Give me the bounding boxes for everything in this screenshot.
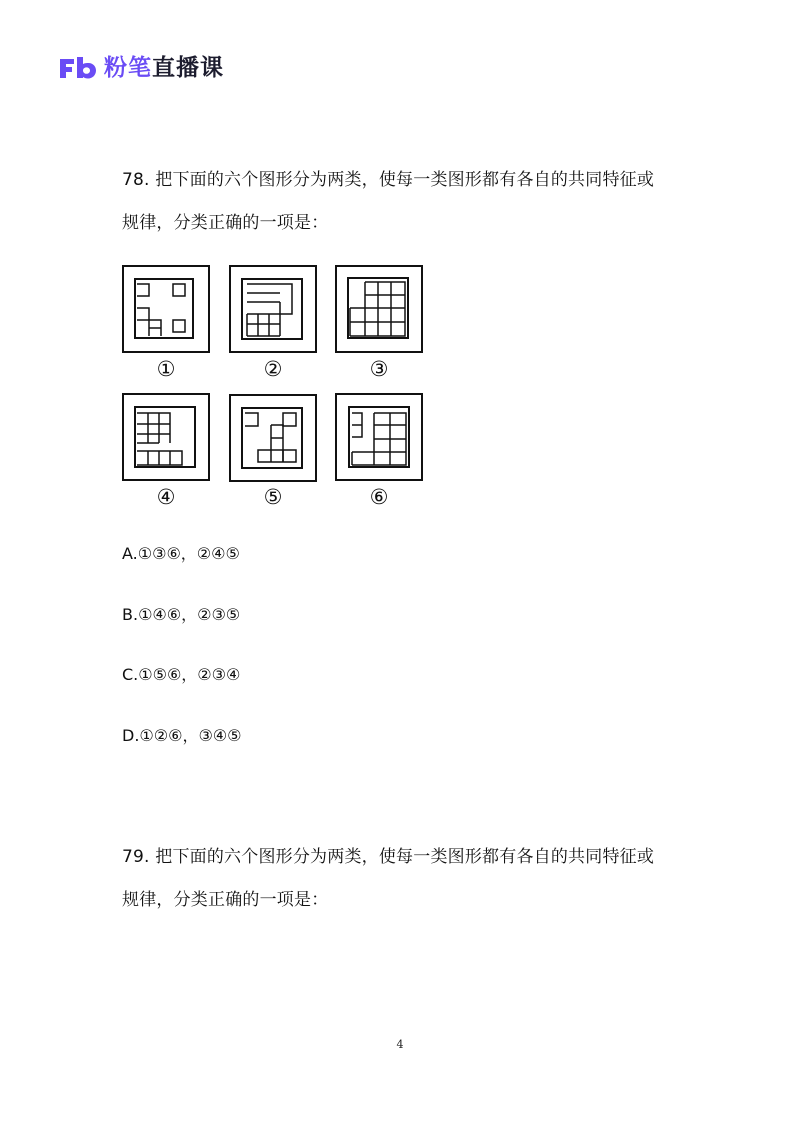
figure-label-4: ④: [156, 485, 176, 509]
figure-label-3: ③: [369, 357, 389, 381]
figure-label-1: ①: [156, 357, 176, 381]
q78-stem-line2: 规律，分类正确的一项是：: [122, 213, 329, 233]
fb-logo-icon: [58, 55, 98, 81]
option-a[interactable]: A.①③⑥，②④⑤: [122, 544, 240, 563]
option-b[interactable]: B.①④⑥，②③⑤: [122, 605, 241, 624]
figure-label-5: ⑤: [263, 485, 283, 509]
brand-name: [104, 52, 224, 84]
option-c[interactable]: C.①⑤⑥，②③④: [122, 665, 241, 684]
figure-5: [230, 395, 316, 481]
figure-1: [123, 266, 209, 352]
q78-figure-grid: [120, 262, 430, 512]
page-number: 4: [396, 1038, 404, 1051]
brand-name-part1: 粉笔: [104, 55, 152, 81]
figure-4: [123, 394, 209, 480]
figure-3: [336, 266, 422, 352]
q79-stem-line1: 79. 把下面的六个图形分为两类，使每一类图形都有各自的共同特征或: [122, 847, 655, 867]
figure-label-6: ⑥: [369, 485, 389, 509]
option-d[interactable]: D.①②⑥，③④⑤: [122, 726, 242, 745]
figure-2: [230, 266, 316, 352]
brand-header: [58, 52, 224, 84]
figure-label-2: ②: [263, 357, 283, 381]
figure-6: [336, 394, 422, 480]
q78-stem-line1: 78. 把下面的六个图形分为两类，使每一类图形都有各自的共同特征或: [122, 170, 655, 190]
brand-name-part2: 直播课: [152, 55, 224, 81]
q79-stem-line2: 规律，分类正确的一项是：: [122, 890, 329, 910]
